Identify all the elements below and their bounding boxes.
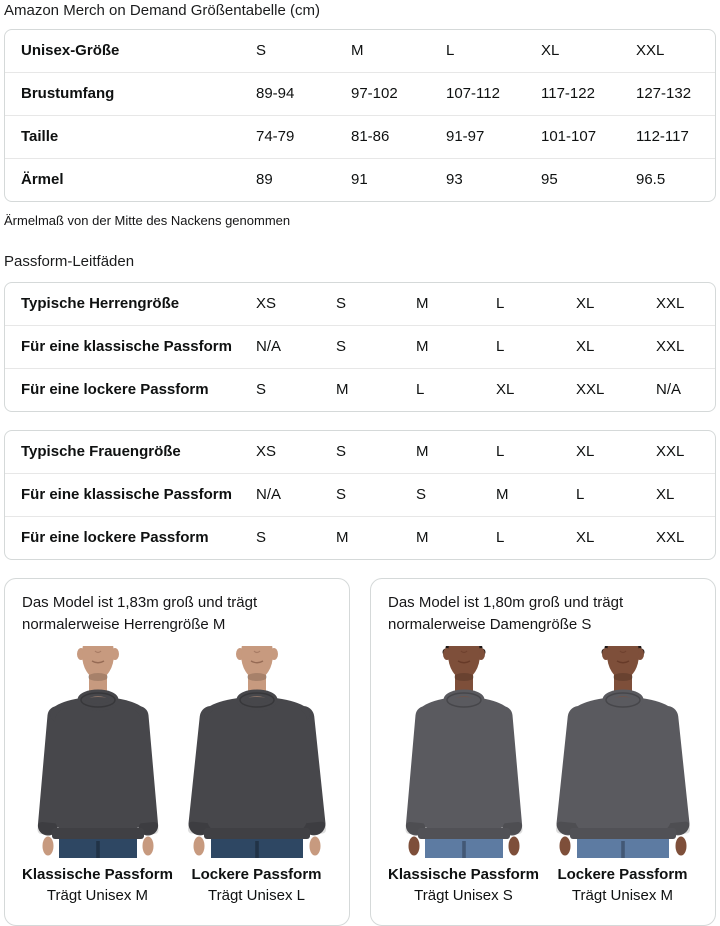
size-value: M [496,473,576,516]
mens-fit-table [4,282,716,412]
photo-caption [545,864,700,906]
size-value: M [336,516,416,559]
size-value: 89 [256,158,351,201]
table-row [5,115,715,158]
model-card-men [4,578,350,926]
size-value: M [351,42,364,59]
size-value: 112-117 [636,115,715,158]
photo-caption [20,864,175,906]
size-value: XL [576,325,656,368]
size-value: XL [576,443,595,460]
row-label: Ärmel [5,158,256,201]
table-row [5,158,715,201]
caption-sub: Trägt Unisex M [571,887,674,904]
model-person-illustration [553,646,693,858]
size-value: XXL [576,368,656,411]
size-value: XXL [656,325,715,368]
model-card-headline: Das Model ist 1,83m groß und trägt normalerweise Herrengröße M [22,594,258,633]
row-label: Unisex-Größe [21,42,120,59]
size-value: L [496,516,576,559]
caption-title: Lockere Passform [557,866,688,883]
row-label: Taille [5,115,256,158]
size-value: XL [656,473,715,516]
photo-caption [179,864,334,906]
table-row [5,516,715,559]
fit-guides-heading: Passform-Leitfäden [4,253,135,270]
size-value: 81-86 [351,115,446,158]
model-photo-women-classic [394,646,534,858]
size-value: N/A [256,325,336,368]
size-value: XL [496,368,576,411]
womens-fit-table [4,430,716,560]
size-value: L [416,368,496,411]
size-value: N/A [656,368,715,411]
photo-caption [386,864,541,906]
caption-sub: Trägt Unisex L [208,887,305,904]
size-value: S [336,473,416,516]
row-label: Für eine lockere Passform [5,368,256,411]
caption-sub: Trägt Unisex S [414,887,513,904]
model-cards [4,578,716,926]
table-row [5,473,715,516]
row-label: Typische Frauengröße [21,443,181,460]
size-value: M [416,443,429,460]
page-title: Amazon Merch on Demand Größentabelle (cm) [4,2,320,19]
model-person-illustration [28,646,168,858]
size-value: 89-94 [256,72,351,115]
size-value: S [256,42,267,59]
model-photo-men-loose [187,646,327,858]
size-value: 91-97 [446,115,541,158]
size-value: S [336,295,347,312]
size-value: S [416,473,496,516]
size-value: N/A [256,473,336,516]
size-value: XXL [636,42,665,59]
photo-grid [386,646,700,906]
size-value: XL [576,516,656,559]
size-value: L [496,443,505,460]
size-value: L [496,295,505,312]
size-value: XS [256,443,277,460]
table-row [5,325,715,368]
caption-title: Klassische Passform [22,866,173,883]
photo-grid [20,646,334,906]
size-value: M [416,516,496,559]
row-label: Für eine lockere Passform [5,516,256,559]
size-value: 117-122 [541,72,636,115]
table-row [5,368,715,411]
size-value: M [416,295,429,312]
size-value: S [336,443,347,460]
size-value: M [416,325,496,368]
size-value: L [496,325,576,368]
size-value: XXL [656,443,685,460]
table-row [5,431,715,473]
size-value: XXL [656,516,715,559]
sleeve-note: Ärmelmaß von der Mitte des Nackens genommen [4,213,291,228]
row-label: Brustumfang [5,72,256,115]
table-row [5,30,715,72]
size-value: 91 [351,158,446,201]
size-value: 97-102 [351,72,446,115]
size-value: 95 [541,158,636,201]
row-label: Für eine klassische Passform [5,325,256,368]
size-value: 101-107 [541,115,636,158]
model-person-illustration [394,646,534,858]
size-value: XXL [656,295,685,312]
size-value: XL [576,295,595,312]
caption-title: Klassische Passform [388,866,539,883]
size-value: XL [541,42,560,59]
size-value: 96.5 [636,158,715,201]
model-card-women [370,578,716,926]
size-value: S [256,368,336,411]
size-value: S [256,516,336,559]
size-value: 74-79 [256,115,351,158]
size-value: 127-132 [636,72,715,115]
size-value: M [336,368,416,411]
caption-title: Lockere Passform [191,866,322,883]
size-table [4,29,716,202]
row-label: Für eine klassische Passform [5,473,256,516]
model-person-illustration [187,646,327,858]
table-row [5,283,715,325]
row-label: Typische Herrengröße [21,295,180,312]
model-card-headline: Das Model ist 1,80m groß und trägt normalerweise Damengröße S [388,594,624,633]
size-value: L [446,42,455,59]
size-value: XS [256,295,277,312]
size-value: L [576,473,656,516]
size-value: 107-112 [446,72,541,115]
caption-sub: Trägt Unisex M [46,887,149,904]
size-value: 93 [446,158,541,201]
model-photo-women-loose [553,646,693,858]
model-photo-men-classic [28,646,168,858]
size-value: S [336,325,416,368]
table-row [5,72,715,115]
